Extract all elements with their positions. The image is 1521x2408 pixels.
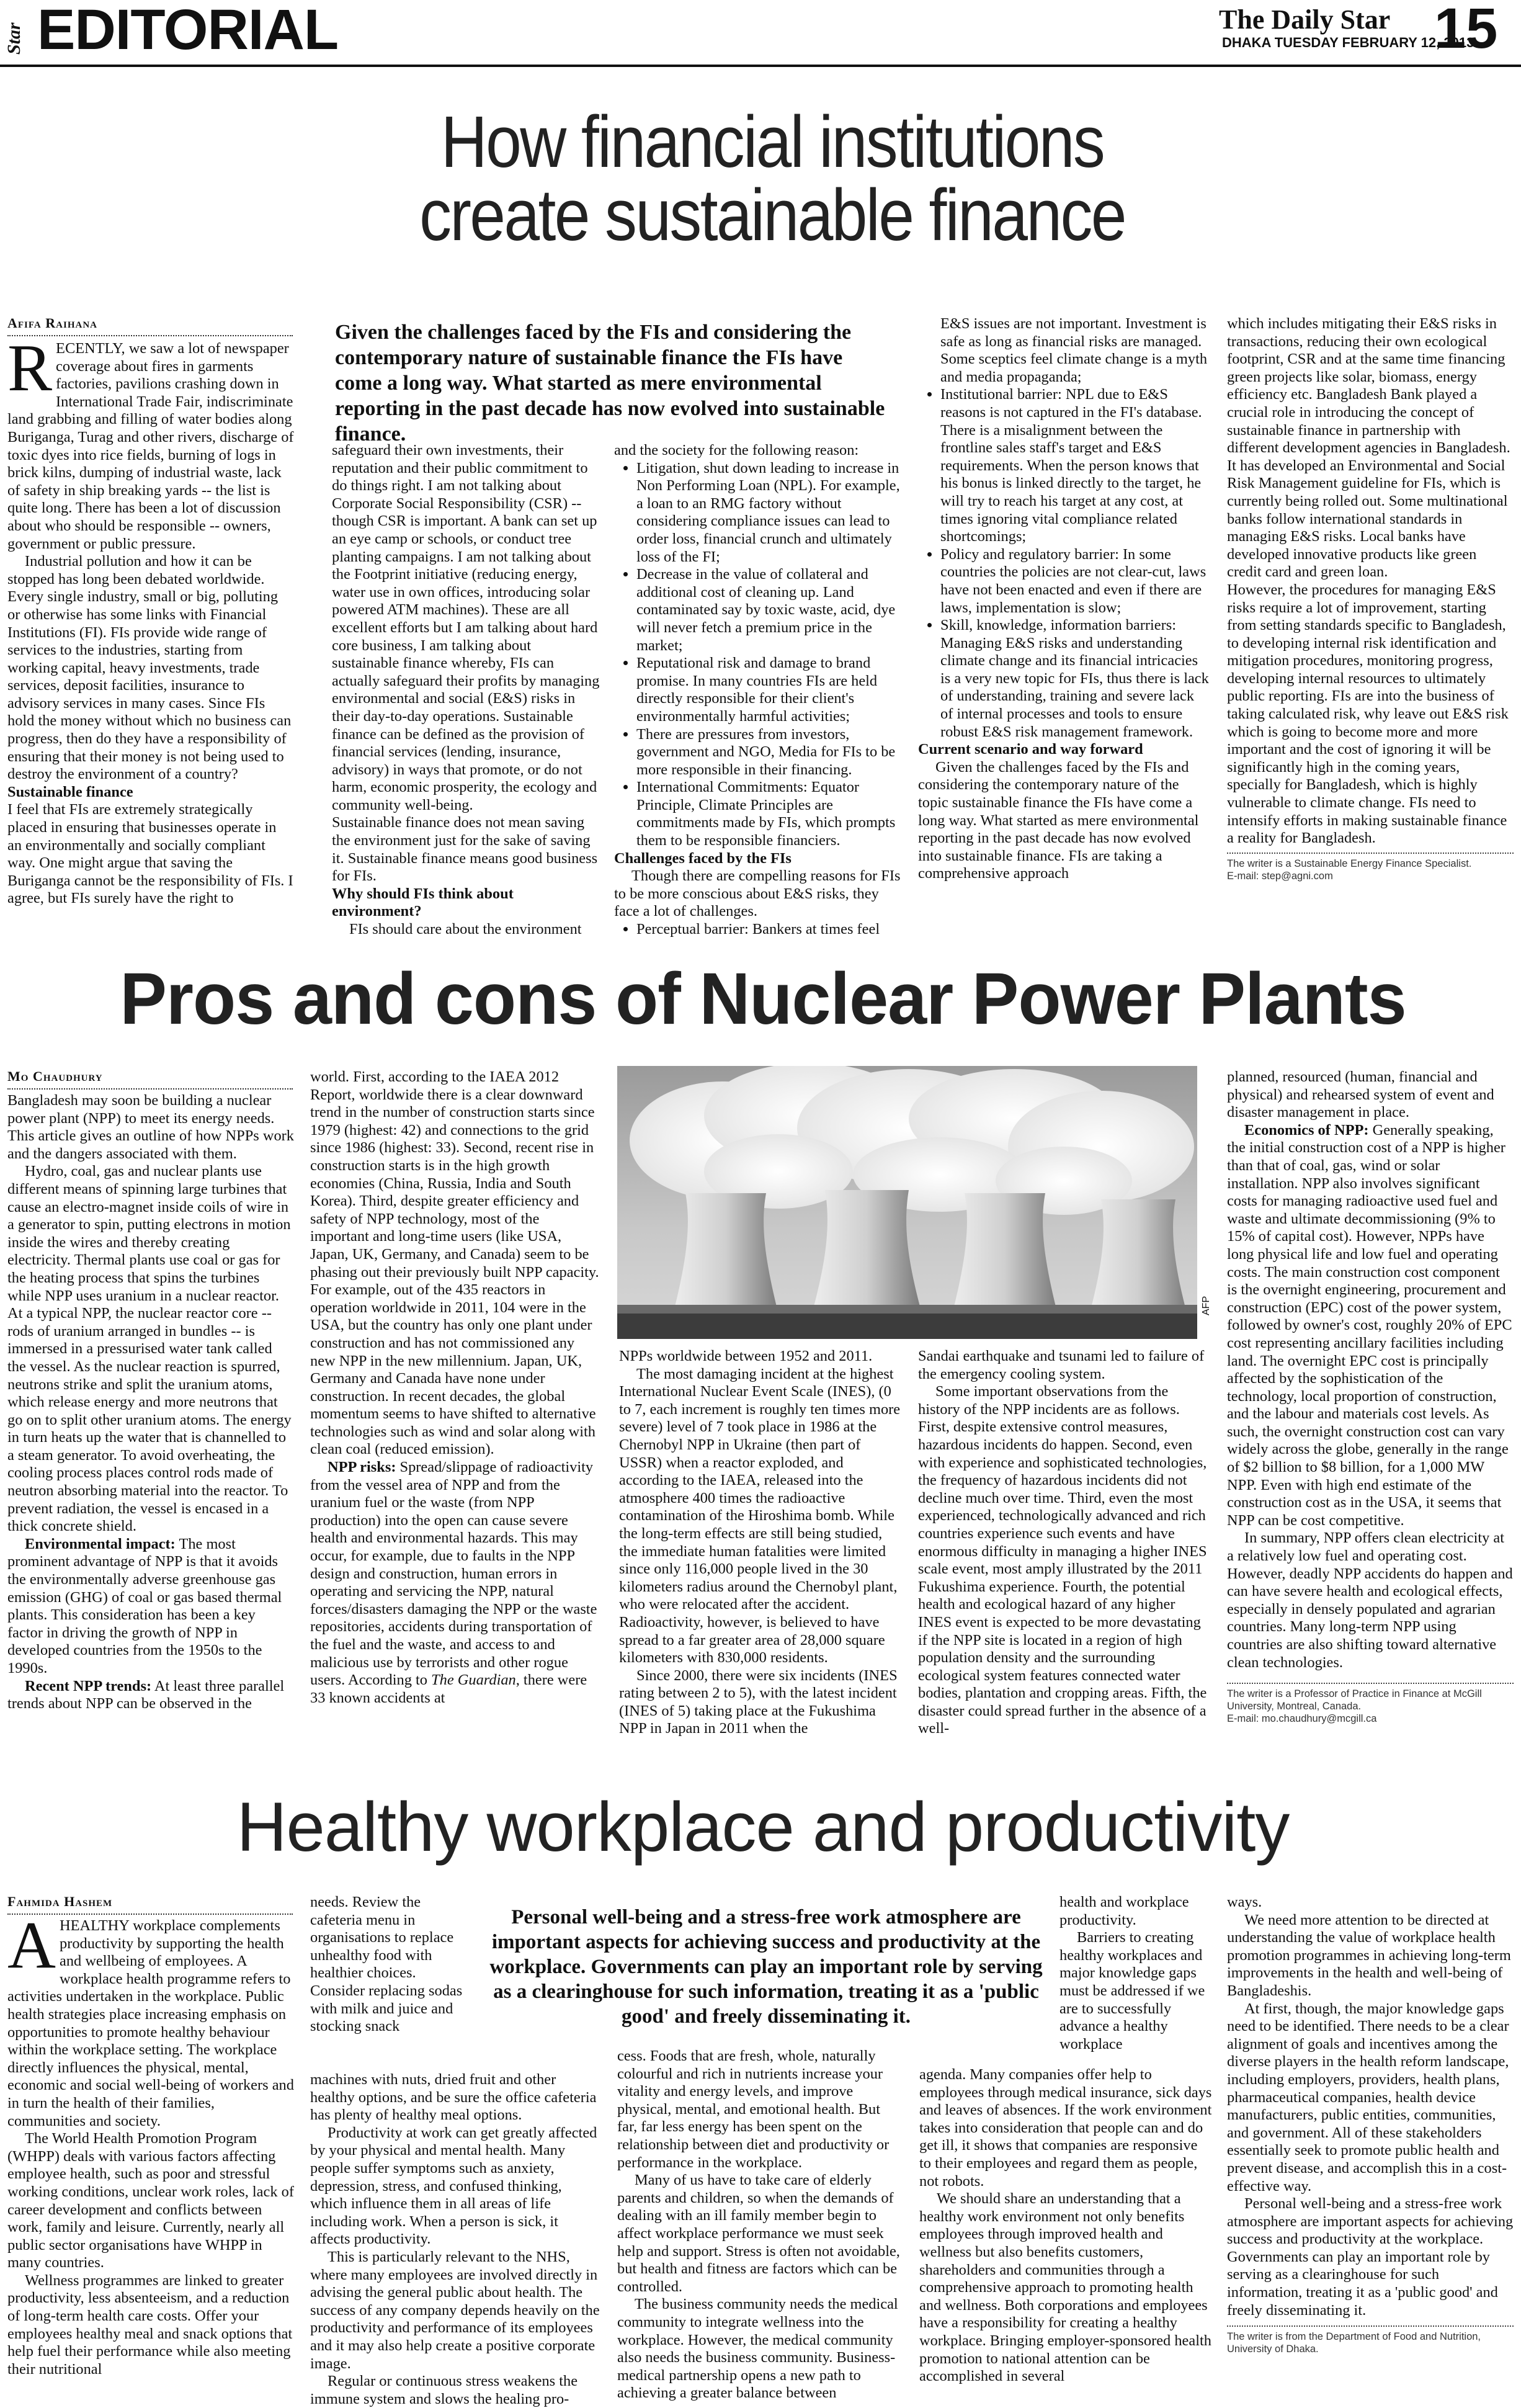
list-item: • Institutional barrier: NPL due to E&S reasons is not captured in the FI's database. There is a misalignment between the frontline sales staff's target and E&S requirements. When the person knows that his bonus is linked directly to the target, he will try to reach his target at any cost, at times ignoring vital compliance related shortcomings; — [940, 386, 1210, 545]
list-item: • Policy and regulatory barrier: In some countries the policies are not clear-cut, laws have not been enacted and even if there are laws, implementation is slow; — [940, 546, 1210, 617]
paragraph-text: The most prominent advantage of NPP is that it avoids the environmentally adverse greenhouse gas emission (GHG) of coal or gas based thermal plants. This consideration has been a key factor in driving the growth of NPP in developed countries from the 1950s to the 1990s. — [7, 1535, 282, 1676]
paragraph: NPPs worldwide between 1952 and 2011. — [619, 1348, 873, 1364]
bullet-list — [614, 921, 903, 939]
paragraph: machines with nuts, dried fruit and other healthy options, and be sure the office cafeteria has plenty of healthy meal options. — [310, 2071, 597, 2124]
article1-col1 — [7, 331, 294, 908]
dropcap: R — [7, 331, 53, 405]
paragraph — [1227, 1122, 1514, 1530]
paragraph: HEALTHY workplace complements productivity by supporting the health and wellbeing of employees. A workplace health programme refers to activities undertaken in the workplace. Public health strategies place increasing emphasis on opportunities to promote healthy behaviour within the workplace setting. The workplace directly influences the physical, mental, economic and social well-being of workers and in turn the health of their families, communities and society. — [7, 1917, 294, 2129]
list-item: • Skill, knowledge, information barriers: Managing E&S risks and understanding climate change and its financial intricacies is a very new topic for FIs, thus there is lack of understanding, training and severe lack of internal processes and tools to ensure robust E&S risk management framework. — [940, 617, 1210, 741]
list-item: • Reputational risk and damage to brand promise. In many countries FIs are held directly responsible for their client's environmentally harmful activities; — [636, 655, 903, 725]
list-item: • Perceptual barrier: Bankers at times feel — [636, 921, 903, 939]
paragraph: needs. Review the cafeteria menu in organisations to replace unhealthy food with healthier choices. Consider replacing sodas with milk and juice and stocking snack — [310, 1894, 463, 2035]
paragraph: FIs should care about the environment — [349, 921, 582, 938]
paragraph-text: Spread/slippage of radioactivity from the vessel area of NPP and from the uranium fuel or the waste (from NPP production) into the open can cause severe health and environmental hazards. This may occur, for example, due to faults in the NPP design and construction, human errors in operating and servicing the NPP, natural forces/disasters damaging the NPP or the waste repositories, accidents during transportation of the fuel and the waste, and access to and malicious use by terrorists and other rogue users. According to — [310, 1459, 597, 1689]
writer-note — [1227, 2325, 1514, 2355]
subhead-inline: NPP risks: — [328, 1459, 396, 1476]
article3-col4 — [919, 2066, 1212, 2386]
list-item: • Decrease in the value of collateral and additional cost of cleaning up. Land contaminated say by toxic waste, acid, dye will never fetch a premium price in the market; — [636, 566, 903, 655]
paragraph: I feel that FIs are extremely strategically placed in ensuring that businesses operate in an environmentally and socially compliant way. One might argue that saving the Buriganga cannot be the responsibility of FIs. I agree, but FIs surely have the right to — [7, 801, 293, 907]
paragraph-text: , there were 33 known accidents at — [310, 1672, 587, 1706]
paragraph: We should share an understanding that a healthy work environment not only benefits employees through improved health and wellness but also benefits customers, shareholders and communities through a comprehensive approach to promoting health and wellness. Both corporations and employees have a responsibility for creating a healthy workplace. Bringing employer-sponsored health promotion to national attention can be accomplished in several — [919, 2190, 1211, 2385]
paragraph: Personal well-being and a stress-free work atmosphere are important aspects for achieving success and productivity at the workplace. Governments can play an important role by serving as a clearinghouse for such information, treating it as a 'public good' and freely disseminating it. — [1227, 2195, 1514, 2319]
article3-col3 — [617, 2048, 903, 2402]
dropcap: A — [7, 1909, 56, 1982]
paragraph: In summary, NPP offers clean electricity at a relatively low fuel and operating cost. However, deadly NPP accidents do happen and can have severe health and ecological effects, especially in densely populated and agrarian countries. Many long-term NPP using countries are also shifting toward alternative clean technologies. — [1227, 1529, 1513, 1671]
subhead: Current scenario and way forward — [918, 741, 1143, 758]
writer-email: E-mail: step@agni.com — [1227, 870, 1333, 882]
writer-note — [1227, 853, 1514, 882]
paragraph: We need more attention to be directed at understanding the value of workplace health promotion programmes in achieving long-term improvements in the health and well-being of Bangladeshis. — [1227, 1911, 1511, 1999]
photo-credit: AFP — [1201, 1296, 1211, 1315]
paragraph-text: At least three parallel trends about NPP can be observed in the — [7, 1677, 285, 1712]
article1-deck: Given the challenges faced by the FIs and considering the contemporary nature of sustainable finance the FIs have come a long way. What started as mere environmental reporting in the past decade has now evolved into sustainable finance. — [335, 321, 885, 445]
article2-col5 — [1227, 1068, 1514, 1725]
subhead: Why should FIs think about environment? — [332, 885, 514, 920]
paragraph: Though there are compelling reasons for FIs to be more conscious about E&S risks, they face a lot of challenges. — [614, 867, 901, 920]
list-item: • International Commitments: Equator Principle, Climate Principles are commitments made by FIs, which prompts them to be responsible financiers. — [636, 779, 903, 849]
writer-bio: The writer is from the Department of Food and Nutrition, University of Dhaka. — [1227, 2331, 1481, 2355]
paragraph: ECENTLY, we saw a lot of newspaper coverage about fires in garments factories, pavilions crashing down in International Trade Fair, indiscriminate land grabbing and filling of water bodies along Buriganga, Turag and other rivers, discharge of toxic dyes into rice fields, burning of logs in brick kilns, dumping of industrial waste, lack of safety in ship breaking yards -- the list is quite long. There has been a lot of discussion about who should be responsible -- owners, government or public pressure. — [7, 340, 294, 552]
article2-col2 — [310, 1068, 602, 1707]
paragraph: Given the challenges faced by the FIs and considering the contemporary nature of the topic sustainable finance the FIs have come a long way. What started as mere environmental reporting in the past decade has now evolved into sustainable finance. FIs are taking a comprehensive approach — [918, 758, 1199, 882]
bullet-list — [614, 460, 903, 850]
paragraph: This is particularly relevant to the NHS, where many employees are involved directly in advising the general public about health. The success of any company depends heavily on the productivity and performance of its employees and it may also help create a positive corporate image. — [310, 2248, 600, 2372]
article2-col3 — [619, 1348, 901, 1738]
article3-col2 — [310, 2071, 602, 2408]
article3-col2-top — [310, 1894, 471, 2036]
paragraph: Bangladesh may soon be building a nuclear power plant (NPP) to meet its energy needs. This article gives an outline of how NPPs work and the dangers associated with them. — [7, 1092, 295, 1162]
subhead-inline: Recent NPP trends: — [25, 1677, 152, 1694]
paragraph: Regular or continuous stress weakens the immune system and slows the healing pro- — [310, 2373, 578, 2407]
paragraph: The World Health Promotion Program (WHPP) deals with various factors affecting employee health, such as poor and stressful working conditions, unclear work roles, lack of career development and conflicts between work, family and leisure. Currently, nearly all public sector organisations have WHPP in many countries. — [7, 2130, 294, 2271]
subhead: Challenges faced by the FIs — [614, 849, 792, 867]
article3-headline: Healthy workplace and productivity — [236, 1788, 1290, 1866]
page-date: DHAKA TUESDAY FEBRUARY 12, 2013 — [1222, 35, 1474, 50]
article2-col1 — [7, 1092, 294, 1713]
paragraph: Wellness programmes are linked to greater productivity, less absenteeism, and a reduction of long-term health care costs. Offer your employees healthy meal and snack options that help fuel their performance while also meeting their nutritional — [7, 2271, 293, 2378]
article3-deck: Personal well-being and a stress-free work atmosphere are important aspects for achieving success and productivity at the workplace. Governments can play an important role by serving as a clearinghouse for such information, treating it as a 'public good' and freely disseminating it. — [489, 1906, 1043, 2028]
paragraph: At first, though, the major knowledge gaps need to be identified. There needs to be a clear alignment of goals and incentives among the diverse players in the health reform landscape, including employers, providers, health plans, pharmaceutical companies, health device manufacturers, public entities, communities, and government. All of these stakeholders essentially seek to promote public health and prevent disease, and accomplish this in a cost-effective way. — [1227, 2000, 1509, 2195]
paragraph: Since 2000, there were six incidents (INES rating between 2 to 5), with the latest incident (INES of 5) taking place at the Fukushima NPP in Japan in 2011 when the — [619, 1667, 898, 1737]
subhead: Sustainable finance — [7, 783, 133, 800]
article2-col4 — [918, 1348, 1210, 1738]
paragraph: Sandai earthquake and tsunami led to failure of the emergency cooling system. — [918, 1348, 1205, 1382]
writer-email: E-mail: mo.chaudhury@mcgill.ca — [1227, 1713, 1377, 1725]
paragraph: The most damaging incident at the highest International Nuclear Event Scale (INES), (0 to 7, each increment is roughly ten times more severe) level of 7 took place in 1986 at the Chernobyl NPP in Ukraine (then part of USSR) when a reactor exploded, and according to the IAEA, released into the atmosphere 400 times the radioactive contamination of the Hiroshima bomb. While the long-term effects are still being studied, the immediate human fatalities were limited since only 116,000 people lived in the 30 kilometers radius around the Chernobyl plant, who were relocated after the accident. Radioactivity, however, is believed to have spread to a far greater area of 28,000 square kilometers with 830,000 residents. — [619, 1365, 901, 1667]
paragraph: ways. — [1227, 1894, 1262, 1910]
writer-bio: The writer is a Sustainable Energy Finance Specialist. — [1227, 857, 1472, 869]
cooling-towers-photo — [617, 1066, 1197, 1339]
article2-byline: Mo Chaudhury — [7, 1068, 293, 1090]
paragraph: Some important observations from the history of the NPP incidents are as follows. First, despite extensive control measures, hazardous incidents do happen. Second, even with experience and sophisticated technologies, the frequency of hazardous incidents did not decline much over time. Third, even the most experienced, technologically advanced and rich countries experience such events and have enormous difficulty in managing a higher INES scale event, most amply illustrated by the 2011 Fukushima experience. Fourth, the potential health and ecological hazard of any higher INES event is expected to be more devastating if the NPP site is located in a region of high population density and the surrounding ecological system features connected water bodies, plantation and cropping areas. Fifth, the disaster could spread further in the absence of a well- — [918, 1383, 1207, 1737]
article1-byline: Afifa Raihana — [7, 315, 293, 336]
article1-col5 — [1227, 315, 1514, 882]
paragraph: and the society for the following reason: — [614, 442, 859, 459]
paragraph: Sustainable finance does not mean saving the environment just for the sake of saving it. Sustainable finance means good business for FIs. — [332, 814, 598, 885]
writer-bio: The writer is a Professor of Practice in Finance at McGill University, Montreal, Canada. — [1227, 1688, 1482, 1712]
article3-col5 — [1227, 1894, 1514, 2355]
paragraph: Many of us have to take care of elderly parents and children, so when the demands of dealing with an ill family member begin to affect workplace performance we must seek help and support. Stress is often not avoidable, but health and fitness are factors which can be controlled. — [617, 2172, 900, 2295]
article1-headline: How financial institutions create sustainable finance — [419, 101, 1125, 256]
section-title: EDITORIAL — [37, 0, 339, 61]
paragraph: Barriers to creating healthy workplaces and major knowledge gaps must be addressed if we are to successfully advance a healthy workplace — [1059, 1929, 1205, 2052]
paragraph: E&S issues are not important. Investment is safe as long as financial risks are managed. Some sceptics feel climate change is a myth and media propaganda; — [940, 315, 1208, 385]
paragraph: cess. Foods that are fresh, whole, naturally colourful and rich in nutrients increase your vitality and energy levels, and improve physical, mental, and emotional health. But far, far less energy has been spent on the relationship between diet and productivity or performance in the workplace. — [617, 2048, 890, 2171]
article3-byline: Fahmida Hashem — [7, 1894, 293, 1915]
paragraph: The business community needs the medical community to integrate wellness into the workplace. However, the medical community also needs the business community. Business-medical partnership opens a new path to achieving a greater balance between — [617, 2296, 898, 2402]
paragraph-text: Generally speaking, the initial construction cost of a NPP is higher than that of coal, gas, wind or solar installation. NPP also involves significant costs for managing radioactive used fuel and waste and ultimate decommissioning (9% to 15% of capital cost). However, NPPs have long physical life and low fuel and operating costs. The main construction cost component is the overnight engineering, procurement and construction (EPC) cost of the power system, followed by owner's cost, roughly 20% of EPC cost representing ancillary facilities including land. The overnight EPC cost is principally affected by the sophistication of the technology, local proportion of construction, and the labour and materials cost levels. As such, the overnight construction cost can vary widely across the globe, generally in the range of $2 billion to $8 billion, for a 1,000 MW NPP. Even with high end estimate of the construction cost as in the USA, it seems that NPP can be cost competitive. — [1227, 1121, 1512, 1529]
paragraph — [7, 1536, 294, 1678]
article1-col4 — [918, 315, 1210, 883]
nuclear-plant-image — [617, 1066, 1197, 1339]
paragraph: planned, resourced (human, financial and physical) and rehearsed system of event and disaster management in place. — [1227, 1068, 1494, 1121]
writer-note — [1227, 1683, 1514, 1725]
paragraph: Industrial pollution and how it can be stopped has long been debated worldwide. Every single industry, small or big, polluting or otherwise has some links with Financial Institutions (FI). FIs provide wide range of services to the industries, starting from working capital, heavy investments, trade services, deposit facilities, insurance to advisory services in many cases. Since FIs hold the money without which no business can progress, then do they have a responsibility of ensuring that their money is not being used to destroy the environment of a country? — [7, 553, 292, 783]
masthead — [0, 0, 1521, 65]
paragraph: agenda. Many companies offer help to employees through medical insurance, sick days and leaves of absences. If the work environment takes into consideration that people can and do get ill, it shows that companies are responsive to their employees and regard them as people, not robots. — [919, 2066, 1212, 2190]
paragraph: Hydro, coal, gas and nuclear plants use different means of spinning large turbines that cause an electro-magnet inside coils of wire in a generator to spin, putting electrons in motion inside the wires and thereby creating electricity. Thermal plants use coal or gas for the heating process that spins the turbines while NPP uses uranium in a nuclear reactor. At a typical NPP, the nuclear reactor core -- rods of uranium arranged in bundles -- is immersed in a pressurised water tank called the vessel. As the nuclear reaction is spurred, neutrons strike and split the uranium atoms, which release energy and more neutrons that go on to split other uranium atoms. The energy in turn heats up the water that is channelled to a steam generator. To avoid overheating, the cooling process places control rods made of neutron absorbing material into the reactor. To prevent radiation, the vessel is encased in a thick concrete shield. — [7, 1163, 292, 1535]
article3-col1 — [7, 1909, 294, 2378]
bullet-list — [918, 386, 1210, 741]
article2-headline: Pros and cons of Nuclear Power Plants — [120, 958, 1406, 1040]
paper-name: The Daily Star — [1219, 4, 1391, 35]
page-number: 15 — [1434, 0, 1498, 60]
list-item: • Litigation, shut down leading to increase in Non Performing Loan (NPL). For example, a loan to an RMG factory without considering compliance issues can lead to order loss, financial crunch and ultimately loss of the FI; — [636, 460, 903, 566]
paragraph — [7, 1678, 294, 1713]
paragraph: However, the procedures for managing E&S risks require a lot of improvement, starting from setting standards specific to Bangladesh, to developing internal risk identification and mitigation procedures, monitoring progress, developing internal resources to ultimately public reporting. FIs are into the business of taking calculated risk, why leave out E&S risk which is going to become more and more important and the cost of ignoring it will be significantly high in the coming years, specially for Bangladesh, which is highly vulnerable to climate change. FIs need to intensify efforts in making sustainable finance a reality for Bangladesh. — [1227, 581, 1509, 847]
paragraph: Productivity at work can get greatly affected by your physical and mental health. Many people suffer symptoms such as anxiety, depression, stress, and confused thinking, which influence them in all areas of life including work. When a person is sick, it affects productivity. — [310, 2124, 597, 2248]
subhead-inline: Economics of NPP: — [1244, 1121, 1369, 1139]
paragraph: world. First, according to the IAEA 2012 Report, worldwide there is a clear downward trend in the number of construction starts since 1979 (highest: 42) and connections to the grid since 1986 (highest: 33). Second, recent rise in construction starts is in the high growth economies (China, Russia, India and South Korea). Third, despite greater efficiency and safety of NPP technology, most of the important and long-time users (like USA, Japan, UK, Germany, and Canada) seem to be phasing out their previously built NPP capacity. For example, out of the 435 reactors in operation worldwide in 2011, 104 were in the USA, but the country has only one plant under construction and has not commissioned any new NPP in the new millennium. Japan, UK, Germany and Canada have none under construction. In recent decades, the global momentum seems to have shifted to alternative technologies such as wind and solar along with clean coal (reduced emission). — [310, 1068, 599, 1458]
paragraph: health and workplace productivity. — [1059, 1894, 1189, 1928]
paragraph — [310, 1459, 602, 1707]
paragraph: which includes mitigating their E&S risks in transactions, reducing their own ecological footprint, CSR and at the same time financing green projects like solar, biomass, energy efficiency etc. Bangladesh Bank played a crucial role in introducing the concept of sustainable finance in partnership with different development agencies in Bangladesh. It has developed an Environmental and Social Risk Management guideline for FIs, which is currently being rolled out. Some multinational banks follow international standards in managing E&S risks. Local banks have developed innovative products like green credit card and green loan. — [1227, 315, 1510, 581]
list-item: • There are pressures from investors, government and NGO, Media for FIs to be more responsible in their financing. — [636, 726, 903, 779]
publication-name: The Guardian — [431, 1672, 516, 1689]
article1-col2 — [332, 442, 602, 939]
paragraph: safeguard their own investments, their reputation and their public commitment to do things right. I am not talking about Corporate Social Responsibility (CSR) -- though CSR is important. A bank can set up an eye camp or schools, or conduct tree planting campaigns. I am not talking about the Footprint initiative (reducing energy, water use in own offices, introducing solar powered ATM machines). These are all excellent efforts but I am talking about hard core business, I am talking about sustainable finance whereby, FIs can actually safeguard their profits by managing environmental and social (E&S) risks in their day-to-day operations. Sustainable finance can be defined as the provision of financial services (lending, insurance, advisory) in ways that promote, or do not harm, economic prosperity, the ecology and community well-being. — [332, 442, 600, 813]
subhead-inline: Environmental impact: — [25, 1535, 176, 1552]
masthead-rule — [0, 65, 1521, 67]
article3-col4-top — [1059, 1894, 1218, 2053]
star-logo: Star — [4, 22, 24, 55]
article1-col3 — [614, 442, 903, 939]
